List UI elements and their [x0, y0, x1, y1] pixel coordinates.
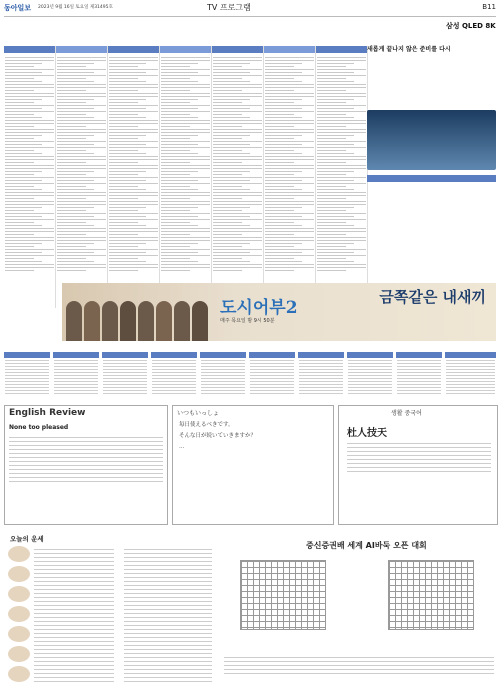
newspaper-name: 동아일보 [4, 4, 32, 12]
go-board-diagram [388, 560, 474, 630]
page-number: B11 [482, 3, 496, 11]
zodiac-icon [8, 546, 30, 562]
tv-product-image [367, 110, 496, 170]
english-review-title: English Review [9, 408, 86, 418]
zodiac-icon [8, 626, 30, 642]
japanese-line: そんな日が続いていきますか？ [179, 433, 257, 439]
program-banner-ad [62, 283, 496, 341]
baduk-title: 중신증권배 세계 AI바둑 오픈 대회 [306, 541, 427, 550]
fortune-text [124, 546, 212, 685]
chinese-phrase: 杜人技天 [347, 428, 387, 439]
issue-date: 2023년 9월 16일 토요일 제31495호 [38, 5, 113, 10]
chinese-box [338, 405, 498, 525]
english-dialogue [9, 434, 163, 485]
chinese-title: 생활 중국어 [391, 410, 422, 417]
header-rule [4, 16, 496, 17]
section-title: TV 프로그램 [207, 3, 251, 12]
baduk-commentary [224, 654, 494, 677]
ad-brand: 삼성 QLED 8K [446, 22, 496, 30]
baduk-column [222, 532, 496, 687]
banner-right-title: 금쪽같은 내새끼 [379, 288, 486, 306]
fortune-box [4, 532, 216, 687]
channel-column [56, 46, 108, 308]
zodiac-icon [8, 586, 30, 602]
channel-info [4, 22, 364, 30]
channel-column [212, 46, 264, 308]
go-board-diagram [240, 560, 326, 630]
masthead [4, 2, 496, 14]
channel-column [160, 46, 212, 308]
zodiac-icon [8, 646, 30, 662]
fortune-title: 오늘의 운세 [10, 535, 44, 543]
banner-schedule: 매주 목요일 밤 9시 50분 [220, 318, 275, 324]
fortune-text [34, 546, 114, 685]
japanese-title: いつもいっしょ [177, 410, 220, 417]
cable-strip-caption [4, 342, 496, 349]
channel-column [108, 46, 160, 308]
tv-listing-grid [4, 46, 418, 308]
column-header-bar [367, 175, 496, 182]
ad-headline: 새롭게 끝나지 않은 준비를 다시 [367, 46, 451, 53]
zodiac-icon [8, 666, 30, 682]
chinese-body [347, 440, 491, 475]
zodiac-icon [8, 606, 30, 622]
japanese-body [179, 420, 327, 453]
english-phrase: None too pleased [9, 424, 69, 431]
english-review-box [4, 405, 168, 525]
samsung-ad [367, 22, 496, 110]
banner-title: 도시어부2 [220, 298, 298, 318]
zodiac-icon [8, 566, 30, 582]
japanese-box [172, 405, 334, 525]
japanese-line: 毎日使えるべきです。 [179, 422, 234, 428]
cast-photo [66, 289, 206, 341]
japanese-line: … [179, 444, 185, 450]
channel-column [4, 46, 56, 308]
channel-column [316, 46, 368, 308]
channel-column [264, 46, 316, 308]
cable-listing [4, 352, 496, 396]
ad-copy [367, 46, 496, 53]
